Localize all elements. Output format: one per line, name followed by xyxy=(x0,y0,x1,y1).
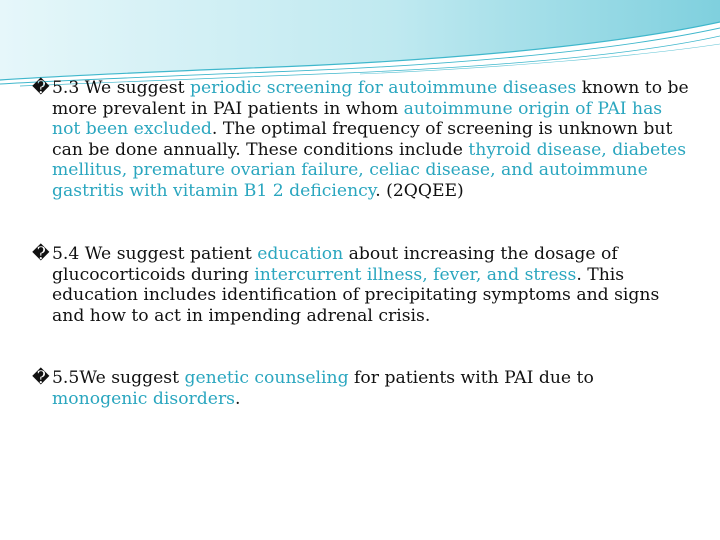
slide-content xyxy=(32,78,692,409)
recommendation-5-3 xyxy=(32,78,692,201)
recommendation-text: 5.5We suggest genetic counseling for patients with PAI due to monogenic disorders. xyxy=(52,368,594,409)
bullet-icon: � xyxy=(32,78,50,98)
recommendation-5-4 xyxy=(32,244,692,326)
header-wave-decoration xyxy=(0,0,720,90)
bullet-icon: � xyxy=(32,244,50,264)
bullet-icon: � xyxy=(32,368,50,388)
recommendation-5-5 xyxy=(32,368,692,409)
recommendation-text: 5.3 We suggest periodic screening for autoimmune diseases known to be more prevalent in PAI patients in whom autoimmune origin of PAI has not been excluded. The optimal frequency of screening is unknown but can be done annually. These conditions include thyroid disease, diabetes mellitus, premature ovarian failure, celiac disease, and autoimmune gastritis with vitamin B1 2 deficiency. (2QQEE) xyxy=(52,78,689,201)
recommendation-text: 5.4 We suggest patient education about increasing the dosage of glucocorticoids during intercurrent illness, fever, and stress. This education includes identification of precipitating symptoms and signs and how to act in impending adrenal crisis. xyxy=(52,244,660,326)
